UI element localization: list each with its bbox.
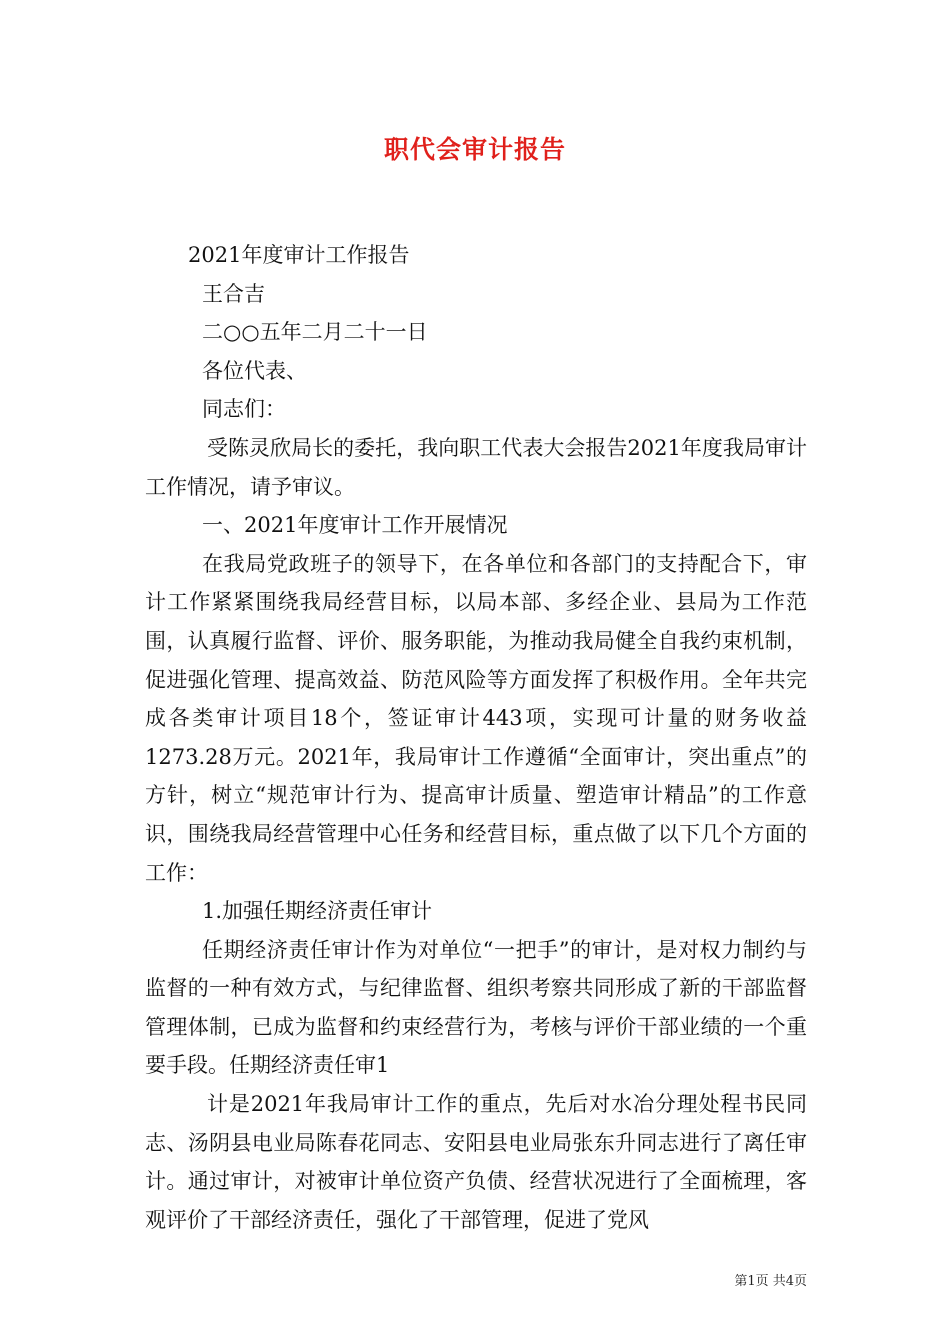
section-heading-1: 一、2021年度审计工作开展情况 bbox=[202, 513, 508, 538]
report-subtitle: 2021年度审计工作报告 bbox=[188, 243, 410, 267]
document-body bbox=[145, 236, 807, 1239]
body-paragraph: 任期经济责任审计作为对单位“一把手”的审计，是对权力制约与监督的一种有效方式，与纪律监督、组织考察共同形成了新的干部监督管理体制，已成为监督和约束经营行为，考核与评价干部业绩的一个重要手段。任期经济责任审1 bbox=[145, 937, 807, 1078]
body-paragraph: 在我局党政班子的领导下，在各单位和各部门的支持配合下，审计工作紧紧围绕我局经营目标，以局本部、多经企业、县局为工作范围，认真履行监督、评价、服务职能，为推动我局健全自我约束机制，促进强化管理、提高效益、防范风险等方面发挥了积极作用。全年共完成各类审计项目18个，签证审计443项，实现可计量的财务收益1273.28万元。2021年，我局审计工作遵循“全面审计，突出重点”的方针，树立“规范审计行为、提高审计质量、塑造审计精品”的工作意识，围绕我局经营管理中心任务和经营目标，重点做了以下几个方面的工作： bbox=[145, 551, 807, 885]
intro-paragraph: 受陈灵欣局长的委托，我向职工代表大会报告2021年度我局审计工作情况，请予审议。 bbox=[145, 435, 807, 499]
salutation-line-2: 同志们： bbox=[202, 397, 286, 422]
author-name: 王合吉 bbox=[202, 281, 265, 306]
page-title: 职代会审计报告 bbox=[383, 135, 566, 164]
report-date: 二○○五年二月二十一日 bbox=[202, 320, 428, 345]
page-number: 第1页 共4页 bbox=[734, 1274, 807, 1289]
subsection-heading-1: 1.加强任期经济责任审计 bbox=[202, 899, 433, 924]
salutation-line-1: 各位代表、 bbox=[202, 358, 307, 383]
body-paragraph: 计是2021年我局审计工作的重点，先后对水冶分理处程书民同志、汤阴县电业局陈春花同志、安阳县电业局张东升同志进行了离任审计。通过审计，对被审计单位资产负债、经营状况进行了全面梳理，客观评价了干部经济责任，强化了干部管理，促进了党风 bbox=[145, 1092, 807, 1232]
